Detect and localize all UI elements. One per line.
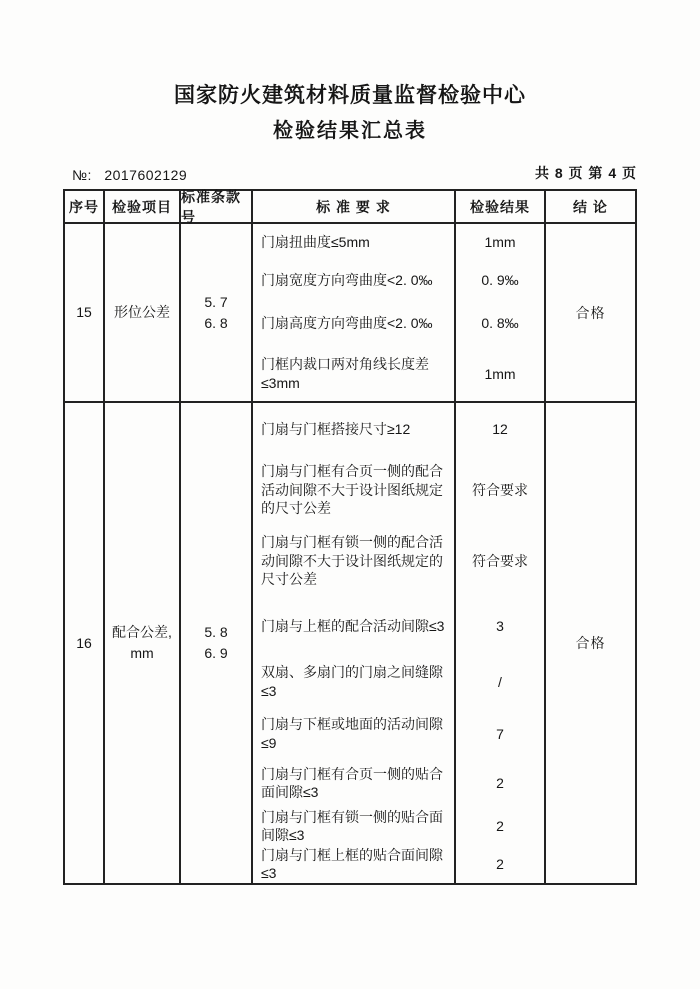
requirement-text: 门扇与上框的配合活动间隙≤3 — [253, 597, 456, 655]
requirement-text: 双扇、多扇门的门扇之间缝隙≤3 — [253, 655, 456, 708]
requirement-subrow — [253, 759, 544, 807]
table-row-16 — [65, 403, 635, 883]
requirement-subrow — [253, 403, 544, 455]
requirement-text: 门扇高度方向弯曲度<2. 0‰ — [253, 300, 456, 346]
result-value: 2 — [496, 775, 504, 791]
row-clause-line1: 5. 7 — [204, 293, 228, 310]
requirement-subrow — [253, 224, 544, 260]
header-conclusion: 结 论 — [573, 198, 608, 215]
page-title: 国家防火建筑材料质量监督检验中心 — [174, 84, 526, 107]
report-meta — [63, 163, 637, 183]
requirement-text: 门扇与下框或地面的活动间隙≤9 — [253, 708, 456, 759]
row-clause-line2: 6. 9 — [204, 645, 228, 661]
requirement-subrow — [253, 525, 544, 597]
header-seq: 序号 — [65, 191, 105, 222]
requirement-text: 门扇与门框有锁一侧的贴合面间隙≤3 — [253, 807, 456, 845]
row-clause-line2: 6. 8 — [204, 314, 228, 331]
result-value: 3 — [496, 618, 504, 634]
requirement-text: 门扇与门框上框的贴合面间隙≤3 — [253, 845, 456, 883]
result-value: 0. 8‰ — [481, 315, 519, 331]
row-conclusion: 合格 — [575, 304, 606, 321]
header-requirement: 标 准 要 求 — [253, 191, 456, 222]
header-item: 检验项目 — [105, 191, 181, 222]
header-clause: 标准条款号 — [181, 191, 253, 222]
row-clause-line1: 5. 8 — [204, 624, 228, 640]
result-value: 符合要求 — [472, 482, 528, 498]
result-value: 2 — [496, 856, 504, 872]
result-value: 7 — [496, 725, 504, 742]
requirement-subrow — [253, 708, 544, 759]
requirement-text: 门扇宽度方向弯曲度<2. 0‰ — [253, 260, 456, 300]
table-row-15 — [65, 224, 635, 403]
row-seq: 16 — [65, 403, 105, 883]
requirement-text: 门扇扭曲度≤5mm — [253, 224, 456, 260]
row-requirements — [253, 403, 546, 883]
table-header-row — [65, 188, 635, 225]
requirement-subrow — [253, 346, 544, 401]
page-info: 共 8 页 第 4 页 — [534, 165, 637, 181]
row-item-line2: mm — [130, 645, 154, 661]
header-result: 检验结果 — [456, 191, 546, 222]
report-number-label: №: — [72, 167, 92, 183]
row-clause — [181, 403, 253, 883]
requirement-subrow — [253, 300, 544, 346]
requirement-subrow — [253, 597, 544, 655]
result-value: 12 — [492, 421, 508, 437]
row-item — [105, 403, 181, 883]
result-value: 0. 9‰ — [481, 272, 519, 288]
row-clause — [181, 224, 253, 401]
row-conclusion: 合格 — [575, 635, 606, 651]
result-value: 2 — [496, 818, 504, 834]
requirement-text: 门框内裁口两对角线长度差≤3mm — [253, 346, 456, 401]
report-number — [63, 167, 187, 183]
page-subtitle: 检验结果汇总表 — [273, 120, 427, 142]
requirement-subrow — [253, 807, 544, 845]
result-value: 1mm — [484, 234, 516, 250]
result-value: 1mm — [484, 365, 516, 382]
result-value: / — [498, 673, 502, 690]
requirement-subrow — [253, 455, 544, 525]
row-item-line1: 配合公差, — [112, 624, 172, 640]
requirement-text: 门扇与门框有合页一侧的配合活动间隙不大于设计图纸规定的尺寸公差 — [253, 455, 456, 525]
requirement-subrow — [253, 655, 544, 708]
row-item-line1: 形位公差 — [114, 304, 170, 320]
requirement-text: 门扇与门框有合页一侧的贴合面间隙≤3 — [253, 759, 456, 807]
row-seq: 15 — [65, 224, 105, 401]
requirement-text: 门扇与门框搭接尺寸≥12 — [253, 403, 456, 455]
requirement-text: 门扇与门框有锁一侧的配合活动间隙不大于设计图纸规定的尺寸公差 — [253, 525, 456, 597]
requirement-subrow — [253, 845, 544, 883]
result-value: 符合要求 — [472, 553, 528, 569]
row-requirements — [253, 224, 546, 401]
results-table — [63, 189, 637, 885]
requirement-subrow — [253, 260, 544, 300]
report-number-value: 2017602129 — [104, 167, 188, 183]
row-item — [105, 224, 181, 401]
